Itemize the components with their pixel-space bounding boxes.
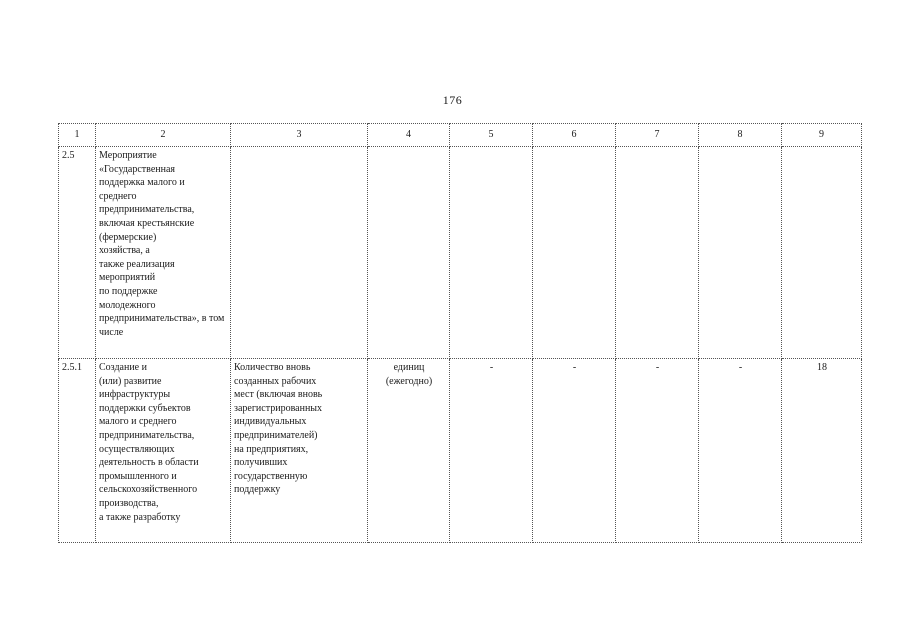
data-table bbox=[58, 123, 862, 543]
header-cell-1: 1 bbox=[59, 124, 96, 147]
value-cell-5 bbox=[450, 147, 533, 359]
unit-cell bbox=[368, 147, 450, 359]
table-header-row bbox=[59, 124, 862, 147]
value-cell-7: - bbox=[616, 359, 699, 543]
value-cell-5: - bbox=[450, 359, 533, 543]
value-cell-9: 18 bbox=[782, 359, 862, 543]
indicator-cell bbox=[231, 147, 368, 359]
row-number-cell: 2.5.1 bbox=[59, 359, 96, 543]
header-cell-5: 5 bbox=[450, 124, 533, 147]
header-cell-7: 7 bbox=[616, 124, 699, 147]
value-cell-6: - bbox=[533, 359, 616, 543]
header-cell-3: 3 bbox=[231, 124, 368, 147]
value-cell-7 bbox=[616, 147, 699, 359]
indicator-cell: Количество вновь созданных рабочих мест (включая вновь зарегистрированных индивидуальных предпринимателей) на предприятиях, получивших государственную поддержку bbox=[231, 359, 368, 543]
value-cell-9 bbox=[782, 147, 862, 359]
event-name-cell: Создание и (или) развитие инфраструктуры поддержки субъектов малого и среднего предпринимательства, осуществляющих деятельность в области промышленного и сельскохозяйственного производства, а также разработку bbox=[96, 359, 231, 543]
page-number: 176 bbox=[442, 93, 463, 107]
row-number-cell: 2.5 bbox=[59, 147, 96, 359]
header-cell-4: 4 bbox=[368, 124, 450, 147]
header-cell-6: 6 bbox=[533, 124, 616, 147]
table-row bbox=[59, 359, 862, 543]
value-cell-8: - bbox=[699, 359, 782, 543]
header-cell-9: 9 bbox=[782, 124, 862, 147]
value-cell-6 bbox=[533, 147, 616, 359]
event-name-cell: Мероприятие «Государственная поддержка малого и среднего предпринимательства, включая крестьянские (фермерские) хозяйства, а также реализация мероприятий по поддержке молодежного предпринимательства», в том числе bbox=[96, 147, 231, 359]
unit-cell: единиц (ежегодно) bbox=[368, 359, 450, 543]
header-cell-8: 8 bbox=[699, 124, 782, 147]
table-row bbox=[59, 147, 862, 359]
header-cell-2: 2 bbox=[96, 124, 231, 147]
value-cell-8 bbox=[699, 147, 782, 359]
